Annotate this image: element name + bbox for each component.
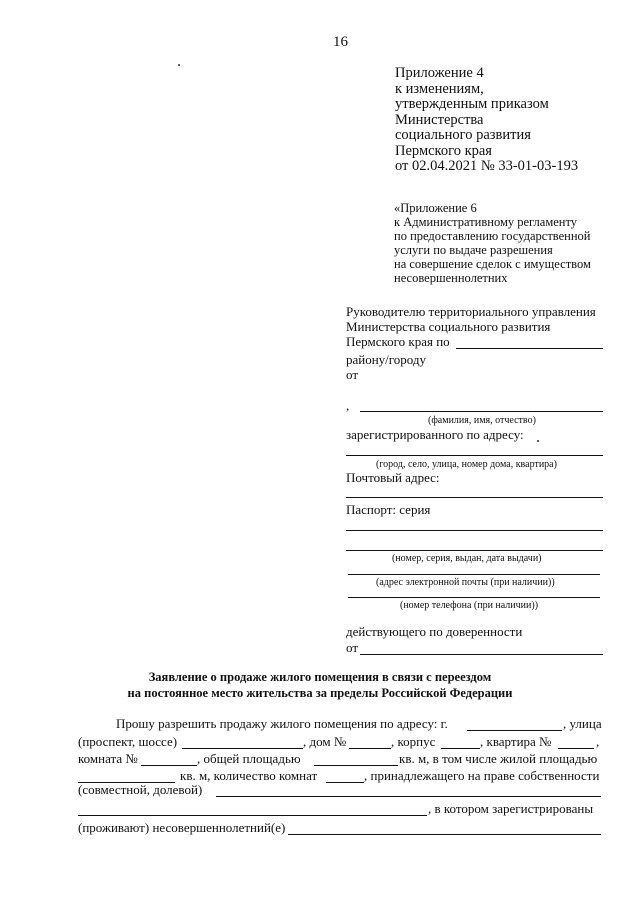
body-text: (совместной, долевой): [78, 782, 203, 797]
appendix4-line: Приложение 4: [395, 65, 484, 81]
addressee-line: Руководителю территориального управления: [346, 304, 596, 319]
appendix6-line: несовершеннолетних: [394, 271, 508, 285]
body-text: кв. м, в том числе жилой площадью: [399, 751, 598, 766]
body-text: ,: [596, 734, 600, 749]
total-area-field-line[interactable]: [314, 765, 398, 766]
street-field-line[interactable]: [182, 748, 303, 749]
appendix6-line: к Административному регламенту: [394, 215, 578, 229]
comma-mark: ,: [346, 398, 350, 413]
passport-details-line[interactable]: [346, 550, 603, 551]
appendix4-line: Министерства: [395, 111, 484, 128]
appendix6-line: по предоставлению государственной: [394, 229, 591, 243]
page-number: 16: [333, 34, 348, 50]
fio-caption: (фамилия, имя, отчество): [428, 415, 536, 426]
appendix6-line: на совершение сделок с имуществом: [394, 257, 591, 271]
addressee-line: району/городу: [346, 352, 427, 367]
minors-field-line[interactable]: [288, 834, 601, 835]
proxy-field-line[interactable]: [360, 654, 603, 655]
appendix6-line: «Приложение 6: [394, 201, 477, 215]
fio-field-line[interactable]: [360, 411, 603, 412]
passport-caption: (номер, серия, выдан, дата выдачи): [392, 553, 542, 564]
form-title-line1: Заявление о продаже жилого помещения в связи с переездом: [148, 670, 492, 684]
body-text: Прошу разрешить продажу жилого помещения по адресу: г.: [116, 716, 448, 731]
body-text: , дом №: [303, 734, 347, 749]
body-text: кв. м, количество комнат: [180, 768, 318, 783]
email-field-line[interactable]: [348, 574, 600, 575]
registered-label: зарегистрированного по адресу:: [346, 427, 524, 442]
postal-label: Почтовый адрес:: [346, 470, 440, 485]
appendix6-block: [394, 201, 591, 285]
from-label: от: [346, 367, 359, 382]
appendix6-line: услуги по выдаче разрешения: [394, 243, 553, 257]
scan-speck: [178, 64, 180, 66]
district-field-line[interactable]: [456, 348, 603, 349]
city-field-line[interactable]: [467, 730, 562, 731]
appendix4-block: [395, 66, 578, 175]
body-text: (проживают) несовершеннолетний(е): [78, 820, 286, 835]
room-field-line[interactable]: [141, 765, 197, 766]
ownership-field-line[interactable]: [216, 796, 601, 797]
scan-speck: [537, 440, 539, 442]
body-text: , в котором зарегистрированы: [428, 801, 594, 816]
body-text: , общей площадью: [197, 751, 301, 766]
body-text: комната №: [78, 751, 138, 766]
apartment-field-line[interactable]: [558, 748, 594, 749]
appendix4-line: к изменениям,: [395, 80, 484, 97]
appendix4-line: от 02.04.2021 № 33-01-03-193: [395, 158, 579, 174]
body-text: , корпус: [391, 734, 436, 749]
ownership-cont-field-line[interactable]: [78, 815, 427, 816]
body-text: , принадлежащего на праве собственности: [364, 768, 600, 783]
phone-caption: (номер телефона (при наличии)): [400, 600, 539, 611]
passport-label: Паспорт: серия: [346, 502, 431, 517]
email-caption: (адрес электронной почты (при наличии)): [376, 577, 555, 588]
passport-field-line[interactable]: [346, 530, 603, 531]
address-field-line[interactable]: [346, 455, 603, 456]
body-text: , квартира №: [480, 734, 552, 749]
appendix4-line: Пермского края: [395, 142, 492, 159]
building-field-line[interactable]: [441, 748, 480, 749]
rooms-count-field-line[interactable]: [326, 782, 364, 783]
form-title-line2: на постоянное место жительства за пределы Российской Федерации: [127, 686, 513, 700]
appendix4-line: социального развития: [395, 127, 531, 143]
addressee-line: Министерства социального развития: [346, 319, 551, 334]
house-field-line[interactable]: [349, 748, 391, 749]
address-caption: (город, село, улица, номер дома, квартира): [376, 459, 557, 470]
postal-field-line[interactable]: [346, 497, 603, 498]
addressee-line: Пермского края по: [346, 334, 450, 349]
body-text: (проспект, шоссе): [78, 734, 178, 749]
proxy-from-label: от: [346, 640, 359, 655]
phone-field-line[interactable]: [348, 597, 600, 598]
body-text: , улица: [563, 716, 602, 731]
proxy-label: действующего по доверенности: [346, 624, 523, 639]
appendix4-line: утвержденным приказом: [395, 96, 549, 112]
